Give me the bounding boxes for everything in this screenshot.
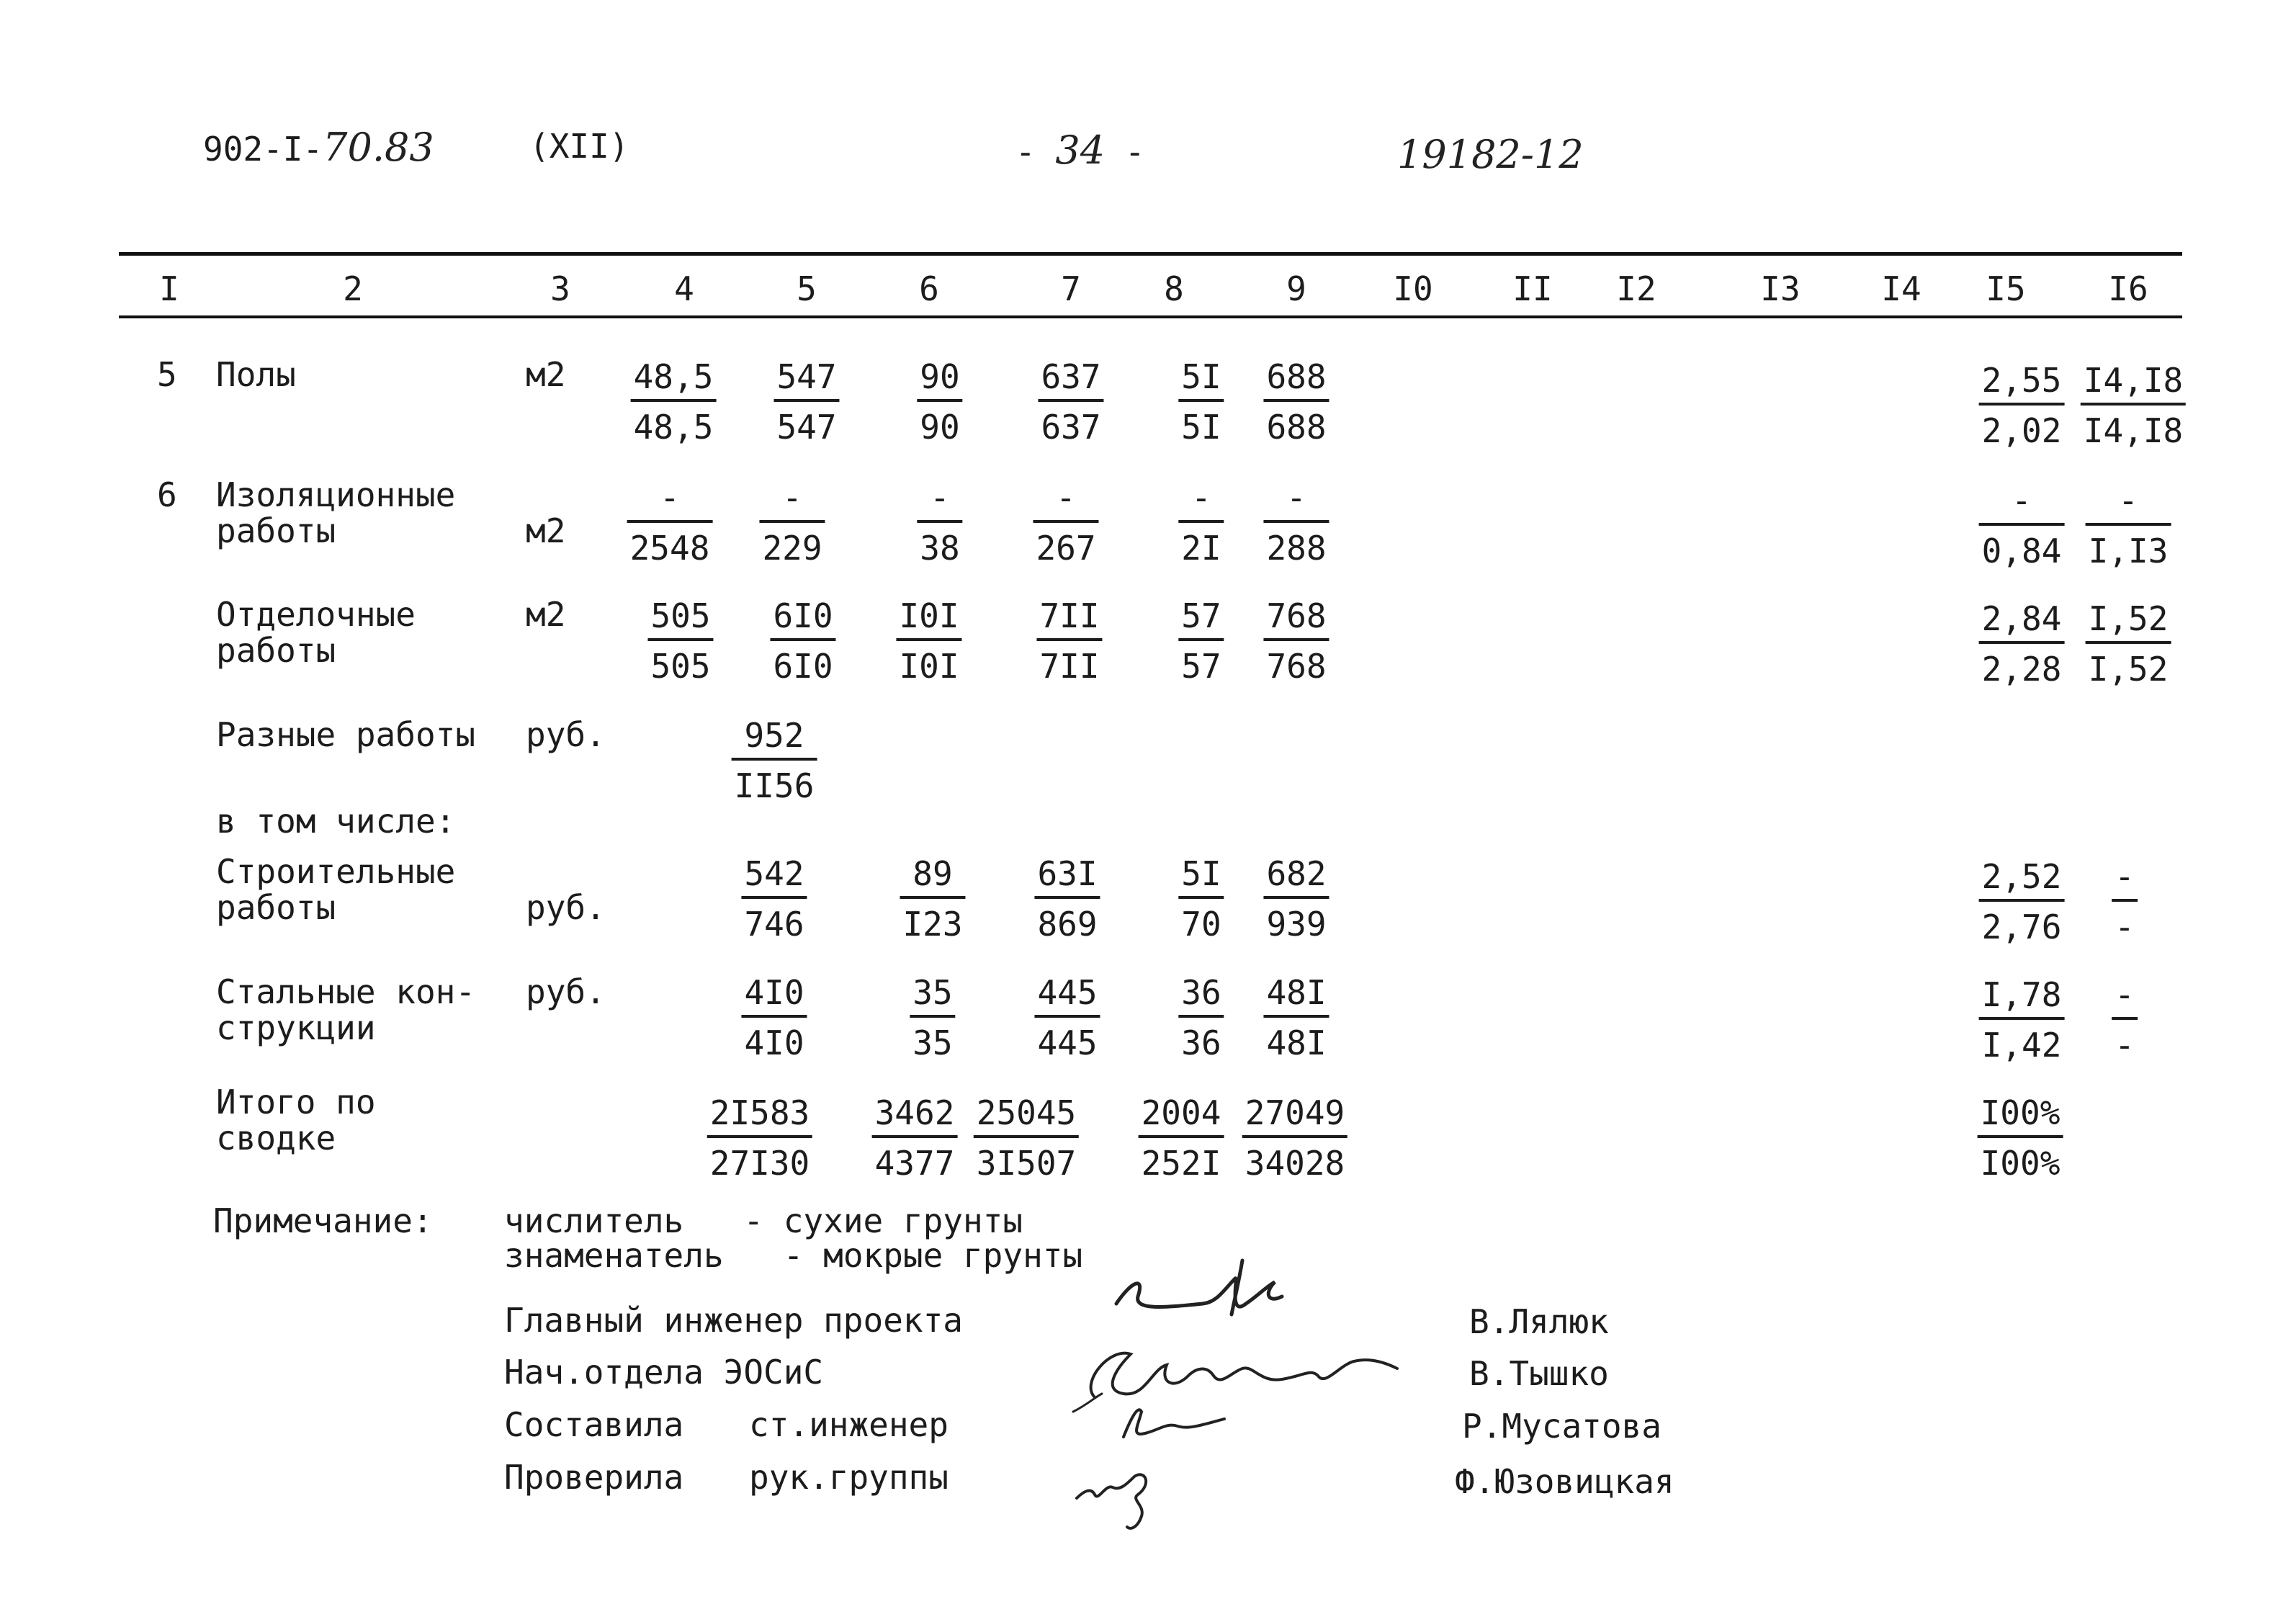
signer-name: В.Лялюк (1469, 1302, 1609, 1341)
row-label: Строительные работы (216, 852, 456, 927)
cell-fraction: $\frac{I,78}{I,42}$ (1979, 978, 2065, 1062)
row-unit: руб. (526, 888, 606, 927)
col-header-4: 4 (674, 269, 694, 308)
cell-fraction: $\frac{2,52}{2,76}$ (1979, 860, 2065, 944)
cell-fraction: $\frac{3462}{4377}$ (872, 1096, 958, 1180)
cell-fraction: $\frac{445}{445}$ (1034, 976, 1100, 1060)
table-top-rule (119, 252, 2182, 256)
col-header-5: 5 (797, 269, 817, 308)
row-unit: руб. (526, 972, 606, 1011)
col-header-2: 2 (343, 269, 363, 308)
col-header-6: 6 (919, 269, 939, 308)
col-header-3: 3 (550, 269, 570, 308)
signer-name: В.Тышко (1469, 1354, 1609, 1393)
col-header-10: I0 (1393, 269, 1433, 308)
cell-fraction: - 2I (1178, 481, 1224, 565)
cell-fraction: $\frac{4I0}{4I0}$ (741, 976, 807, 1060)
row-unit: м2 (526, 595, 566, 634)
signer-role-title: рук.группы (749, 1458, 949, 1497)
cell-fraction: - - (2112, 978, 2138, 1062)
cell-fraction: - 229 (759, 481, 825, 565)
cell-fraction: $\frac{27049}{34028}$ (1242, 1096, 1347, 1180)
cell-fraction: $\frac{688}{688}$ (1263, 360, 1329, 444)
cell-fraction: $\frac{I0I}{I0I}$ (896, 599, 961, 683)
cell-fraction: $\frac{952}{II56}$ (732, 719, 817, 802)
cell-fraction: - 0,84 (1979, 484, 2065, 568)
cell-fraction: $\frac{I,52}{I,52}$ (2086, 602, 2171, 686)
section-marker: (XII) (529, 127, 629, 166)
row-label: Отделочные работы (216, 595, 416, 670)
cell-fraction: $\frac{547}{547}$ (773, 360, 839, 444)
signature-compiler (1109, 1397, 1239, 1448)
cell-fraction: $\frac{I00\%}{I00\%}$ (1978, 1096, 2063, 1180)
row-number: 6 (157, 475, 177, 514)
note-line-2: знаменатель - мокрые грунты (504, 1236, 1083, 1275)
row-label: Изоляционные работы (216, 475, 456, 550)
cell-fraction: $\frac{2I583}{27I30}$ (707, 1096, 812, 1180)
signer-role: Проверила (504, 1458, 684, 1497)
document-code-handwritten: 70.83 (323, 125, 434, 170)
cell-fraction: $\frac{2,55}{2,02}$ (1979, 364, 2065, 447)
signer-role: Нач.отдела ЭОСиС (504, 1353, 824, 1392)
cell-fraction: $\frac{35}{35}$ (910, 976, 955, 1060)
row-label: Стальные кон- струкции (216, 972, 476, 1047)
signer-name: Ф.Юзовицкая (1455, 1462, 1674, 1501)
cell-fraction: $\frac{48,5}{48,5}$ (631, 360, 717, 444)
note-line-1: числитель - сухие грунты (504, 1201, 1023, 1240)
row-label: Итого по сводке (216, 1083, 376, 1157)
cell-fraction: - 267 (1033, 481, 1098, 565)
signer-role: Главный инженер проекта (504, 1301, 963, 1340)
cell-fraction: $\frac{2004}{252I}$ (1139, 1096, 1224, 1180)
row-unit: руб. (526, 715, 606, 754)
page-number: - 34 - (1015, 127, 1145, 173)
col-header-14: I4 (1881, 269, 1921, 308)
cell-fraction: $\frac{25045}{3I507}$ (974, 1096, 1079, 1180)
cell-fraction: $\frac{542}{746}$ (741, 857, 807, 941)
row-unit: м2 (526, 511, 566, 550)
cell-fraction: $\frac{63I}{869}$ (1034, 857, 1100, 941)
cell-fraction: $\frac{36}{36}$ (1178, 976, 1224, 1060)
cell-fraction: - 38 (917, 481, 962, 565)
col-header-11: II (1512, 269, 1553, 308)
col-header-1: I (159, 269, 179, 308)
col-header-9: 9 (1286, 269, 1306, 308)
inventory-number: 19182-12 (1397, 132, 1584, 177)
row-label: Разные работы (216, 715, 476, 754)
signer-name: Р.Мусатова (1462, 1407, 1662, 1446)
cell-fraction: $\frac{6I0}{6I0}$ (770, 599, 835, 683)
col-header-12: I2 (1616, 269, 1656, 308)
cell-fraction: $\frac{48I}{48I}$ (1263, 976, 1329, 1060)
cell-fraction: $\frac{5I}{5I}$ (1178, 360, 1224, 444)
cell-fraction: - - (2112, 860, 2138, 944)
col-header-8: 8 (1164, 269, 1184, 308)
page-number-value: 34 (1055, 127, 1106, 173)
cell-fraction: $\frac{682}{939}$ (1263, 857, 1329, 941)
cell-fraction: $\frac{I4,I8}{I4,I8}$ (2081, 364, 2186, 447)
cell-fraction: - I,I3 (2086, 484, 2171, 568)
document-code-typed: 902-I- (203, 130, 323, 169)
row-label: в том числе: (216, 802, 456, 841)
cell-fraction: $\frac{505}{505}$ (647, 599, 713, 683)
cell-fraction: $\frac{637}{637}$ (1038, 360, 1103, 444)
table-header-rule (119, 315, 2182, 318)
cell-fraction: $\frac{2,84}{2,28}$ (1979, 602, 2065, 686)
cell-fraction: $\frac{89}{I23}$ (900, 857, 965, 941)
signature-chief-engineer (1102, 1253, 1340, 1332)
cell-fraction: $\frac{57}{57}$ (1178, 599, 1224, 683)
cell-fraction: $\frac{7II}{7II}$ (1036, 599, 1102, 683)
document-code (203, 125, 434, 170)
cell-fraction: - 2548 (627, 481, 713, 565)
cell-fraction: $\frac{90}{90}$ (917, 360, 962, 444)
col-header-16: I6 (2108, 269, 2148, 308)
col-header-13: I3 (1760, 269, 1801, 308)
row-number: 5 (157, 355, 177, 394)
row-unit: м2 (526, 355, 566, 394)
note-label: Примечание: (213, 1201, 433, 1240)
cell-fraction: - 288 (1263, 481, 1329, 565)
signer-role: Составила (504, 1405, 684, 1444)
row-label: Полы (216, 355, 296, 394)
col-header-7: 7 (1061, 269, 1081, 308)
signer-role-title: ст.инженер (749, 1405, 949, 1444)
cell-fraction: $\frac{5I}{70}$ (1178, 857, 1224, 941)
cell-fraction: $\frac{768}{768}$ (1263, 599, 1329, 683)
signature-reviewer (1066, 1455, 1181, 1534)
col-header-15: I5 (1986, 269, 2026, 308)
